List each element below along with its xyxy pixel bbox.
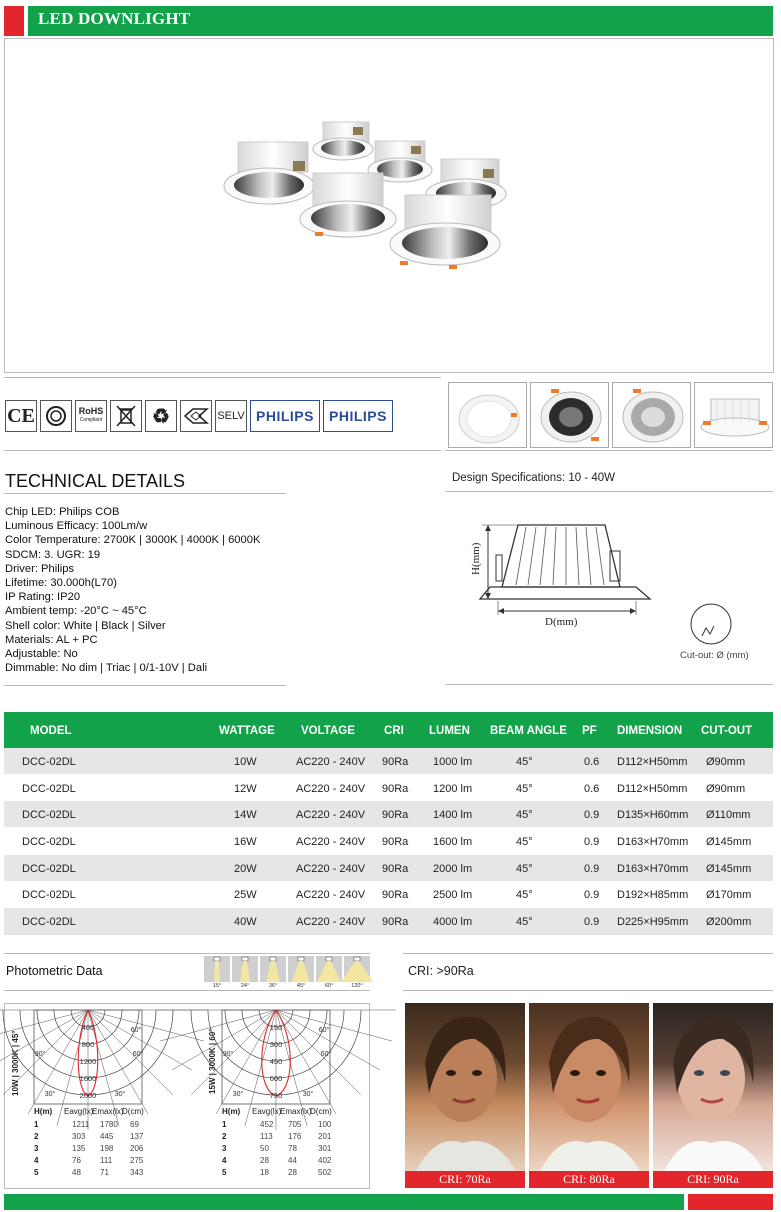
table-cell: D192×H85mm <box>617 889 689 901</box>
photometric-header: Emax(lx) <box>92 1107 124 1116</box>
photometric-cell: 76 <box>72 1156 81 1165</box>
table-cell: DCC-02DL <box>22 756 76 768</box>
col-wattage: WATTAGE <box>219 725 275 737</box>
table-cell: 0.9 <box>584 863 600 875</box>
spec-line: Dimmable: No dim | Triac | 0/1-10V | Dali <box>5 662 208 675</box>
table-cell: D135×H60mm <box>617 809 689 821</box>
spec-line: Adjustable: No <box>5 648 78 661</box>
photometric-cell: 303 <box>72 1132 86 1141</box>
polar-ring-label: 400 <box>81 1023 95 1032</box>
downlight-5 <box>300 173 396 237</box>
footer-green-bar <box>4 1194 684 1210</box>
polar-ring-label: 300 <box>269 1040 283 1049</box>
photometric-cell: 48 <box>72 1168 81 1177</box>
polar-chart-2 <box>222 1010 330 1104</box>
polar-angle-label: 30° <box>302 1091 314 1098</box>
beam-angle-icon <box>316 956 342 990</box>
divider <box>445 491 773 492</box>
table-row <box>4 748 773 774</box>
photometric-table-1 <box>34 1107 152 1185</box>
philips-logo: PHILIPS <box>323 400 393 432</box>
polar-ring-label: 150 <box>269 1023 283 1032</box>
table-cell: AC220 - 240V <box>296 916 366 928</box>
photometric-header: D(cm) <box>122 1107 144 1116</box>
hero-product-image <box>4 38 774 373</box>
photometric-cell: 4 <box>222 1156 227 1165</box>
polar-ring-label: 1600 <box>79 1074 97 1083</box>
spec-line: Luminous Efficacy: 100Lm/w <box>5 520 148 533</box>
table-cell: 1200 lm <box>433 783 473 795</box>
table-cell: 90Ra <box>382 809 409 821</box>
table-row <box>4 801 773 827</box>
photometric-header: Emax(lx) <box>280 1107 312 1116</box>
photometric-header: H(m) <box>34 1107 53 1116</box>
photometric-cell: 69 <box>130 1120 139 1129</box>
table-cell: 1400 lm <box>433 809 473 821</box>
table-cell: D163×H70mm <box>617 836 689 848</box>
divider <box>4 493 286 494</box>
beam-angle-label: 60° <box>324 983 334 989</box>
table-row <box>4 828 773 854</box>
photometric-cell: 452 <box>260 1120 274 1129</box>
col-dimension: DIMENSION <box>617 725 683 737</box>
beam-angle-label: 45° <box>296 983 306 989</box>
divider <box>403 990 773 991</box>
table-cell: 0.6 <box>584 783 600 795</box>
col-pf: PF <box>582 725 597 737</box>
photometric-cell: 44 <box>288 1156 297 1165</box>
polar-ring-label: 750 <box>269 1091 283 1100</box>
saso-mark-icon <box>180 400 212 432</box>
table-cell: Ø170mm <box>706 889 752 901</box>
cri-80-label: CRI: 80Ra <box>529 1171 649 1188</box>
table-cell: 20W <box>234 863 257 875</box>
photometric-cell: 1211 <box>72 1120 90 1129</box>
ce-mark-icon: CE <box>5 400 37 432</box>
table-cell: 45° <box>516 783 533 795</box>
photometric-cell: 3 <box>222 1144 227 1153</box>
divider <box>4 377 441 378</box>
photometric-cell: 275 <box>130 1156 144 1165</box>
photometric-cell: 5 <box>34 1168 39 1177</box>
philips-logo: PHILIPS <box>250 400 320 432</box>
table-cell: Ø200mm <box>706 916 752 928</box>
photometric-cell: 135 <box>72 1144 86 1153</box>
page-title: LED DOWNLIGHT <box>38 9 191 28</box>
photometric-header: D(cm) <box>310 1107 332 1116</box>
table-cell: Ø145mm <box>706 836 752 848</box>
table-cell: 2500 lm <box>433 889 473 901</box>
table-cell: 14W <box>234 809 257 821</box>
photometric-cell: 113 <box>260 1132 273 1141</box>
col-voltage: VOLTAGE <box>301 725 355 737</box>
photometric-cell: 71 <box>100 1168 109 1177</box>
cri-70-label: CRI: 70Ra <box>405 1171 525 1188</box>
beam-angle-label: 24° <box>240 983 250 989</box>
beam-angle-icon <box>204 956 230 990</box>
table-cell: 2000 lm <box>433 863 473 875</box>
photometric-cell: 445 <box>100 1132 114 1141</box>
photometric-cell: 502 <box>318 1168 332 1177</box>
polar-angle-label: 90° <box>34 1051 46 1058</box>
table-cell: 1000 lm <box>433 756 473 768</box>
photometric-header: Eavg(lx) <box>64 1107 94 1116</box>
spec-line: Ambient temp: -20°C ~ 45°C <box>5 605 147 618</box>
cutout-icon <box>688 602 734 646</box>
cri-70-photo <box>405 1003 525 1173</box>
polar-ring-label: 450 <box>269 1057 283 1066</box>
table-cell: 45° <box>516 756 533 768</box>
product-thumbnail-side-view <box>694 382 773 448</box>
photometric-header: H(m) <box>222 1107 241 1116</box>
spec-line: Driver: Philips <box>5 562 75 575</box>
product-thumbnail-silver-reflector <box>612 382 691 448</box>
table-cell: 0.9 <box>584 836 600 848</box>
table-cell: 0.9 <box>584 809 600 821</box>
design-spec-title: Design Specifications: 10 - 40W <box>452 472 615 484</box>
col-beam-angle: BEAM ANGLE <box>490 725 567 737</box>
photometric-cell: 402 <box>318 1156 332 1165</box>
weee-bin-icon <box>110 400 142 432</box>
table-cell: Ø145mm <box>706 863 752 875</box>
table-cell: 40W <box>234 916 257 928</box>
photometric-cell: 50 <box>260 1144 269 1153</box>
ccc-mark-icon <box>40 400 72 432</box>
technical-details-title: TECHNICAL DETAILS <box>5 471 186 491</box>
table-cell: 4000 lm <box>433 916 473 928</box>
photometric-cell: 301 <box>318 1144 332 1153</box>
table-row <box>4 855 773 881</box>
table-cell: DCC-02DL <box>22 863 76 875</box>
photometric-cell: 28 <box>288 1168 297 1177</box>
beam-angle-label: 15° <box>212 983 222 989</box>
col-lumen: LUMEN <box>429 725 470 737</box>
divider <box>4 953 370 954</box>
polar-angle-label: 60° <box>132 1051 144 1058</box>
polar-angle-label: 60° <box>318 1027 330 1034</box>
table-cell: 90Ra <box>382 756 409 768</box>
spec-line: Chip LED: Philips COB <box>5 506 120 518</box>
photometric-cell: 198 <box>100 1144 114 1153</box>
photometric-cell: 343 <box>130 1168 144 1177</box>
photometric-cell: 18 <box>260 1168 269 1177</box>
downlight-2 <box>313 122 373 160</box>
beam-angle-icon <box>232 956 258 990</box>
divider <box>445 450 773 451</box>
table-cell: 90Ra <box>382 889 409 901</box>
height-label: H(mm) <box>470 542 482 575</box>
table-cell: DCC-02DL <box>22 783 76 795</box>
photometric-chart-1-label: 10W | 3000K | 45° <box>11 1030 20 1096</box>
table-cell: AC220 - 240V <box>296 889 366 901</box>
table-cell: 0.9 <box>584 916 600 928</box>
diameter-label: D(mm) <box>545 616 578 628</box>
table-cell: 10W <box>234 756 257 768</box>
table-cell: Ø90mm <box>706 756 746 768</box>
photometric-cell: 137 <box>130 1132 144 1141</box>
spec-line: Color Temperature: 2700K | 3000K | 4000K | 6000K <box>5 534 261 547</box>
table-row <box>4 881 773 907</box>
table-cell: DCC-02DL <box>22 916 76 928</box>
beam-angle-label: 120° <box>351 983 363 989</box>
photometric-cell: 206 <box>130 1144 144 1153</box>
photometric-cell: 1780 <box>100 1120 118 1129</box>
divider <box>4 990 370 991</box>
cri-90-label: CRI: 90Ra <box>653 1171 773 1188</box>
polar-ring-label: 800 <box>81 1040 95 1049</box>
spec-line: Materials: AL + PC <box>5 633 98 646</box>
polar-ring-label: 1200 <box>79 1057 97 1066</box>
divider <box>4 934 773 935</box>
photometric-chart-2-label: 15W | 3000K | 60° <box>208 1028 217 1094</box>
table-cell: 12W <box>234 783 257 795</box>
table-cell: AC220 - 240V <box>296 756 366 768</box>
table-cell: D163×H70mm <box>617 863 689 875</box>
polar-angle-label: 30° <box>232 1091 244 1098</box>
table-cell: AC220 - 240V <box>296 809 366 821</box>
table-cell: 90Ra <box>382 836 409 848</box>
divider <box>4 450 441 451</box>
table-cell: 16W <box>234 836 257 848</box>
table-cell: 90Ra <box>382 916 409 928</box>
polar-angle-label: 90° <box>222 1051 234 1058</box>
downlight-group-illustration <box>5 39 773 372</box>
selv-icon: SELV <box>215 400 247 432</box>
polar-chart-1 <box>34 1010 142 1104</box>
recycle-icon: ♻ <box>145 400 177 432</box>
table-cell: 90Ra <box>382 863 409 875</box>
downlight-1 <box>224 142 314 204</box>
table-cell: DCC-02DL <box>22 809 76 821</box>
photometric-cell: 3 <box>34 1144 39 1153</box>
table-cell: 90Ra <box>382 783 409 795</box>
beam-angle-icons <box>204 956 372 990</box>
divider <box>4 685 286 686</box>
rohs-icon: RoHS Compliant <box>75 400 107 432</box>
table-cell: AC220 - 240V <box>296 836 366 848</box>
table-cell: D225×H95mm <box>617 916 689 928</box>
cri-title: CRI: >90Ra <box>408 964 474 978</box>
product-thumbnail-frosted <box>448 382 527 448</box>
divider <box>445 684 773 685</box>
polar-angle-label: 60° <box>320 1051 332 1058</box>
table-cell: 45° <box>516 889 533 901</box>
table-cell: 0.6 <box>584 756 600 768</box>
table-cell: 45° <box>516 916 533 928</box>
spec-line: Lifetime: 30.000h(L70) <box>5 577 117 590</box>
beam-angle-icon <box>288 956 314 990</box>
table-row <box>4 775 773 801</box>
technical-specs-list <box>5 505 287 675</box>
table-cell: 45° <box>516 863 533 875</box>
polar-ring-label: 600 <box>269 1074 283 1083</box>
col-cut-out: CUT-OUT <box>701 725 753 737</box>
spec-line: IP Rating: IP20 <box>5 591 81 604</box>
table-cell: 1600 lm <box>433 836 473 848</box>
photometric-cell: 2 <box>34 1132 39 1141</box>
polar-angle-label: 30° <box>114 1091 126 1098</box>
product-thumbnail-black-reflector <box>530 382 609 448</box>
photometric-cell: 100 <box>318 1120 332 1129</box>
table-cell: 0.9 <box>584 889 600 901</box>
beam-angle-label: 36° <box>268 983 278 989</box>
divider <box>403 953 773 954</box>
table-cell: 45° <box>516 836 533 848</box>
beam-angle-icon <box>260 956 286 990</box>
photometric-cell: 5 <box>222 1168 227 1177</box>
photometric-cell: 1 <box>34 1120 39 1129</box>
photometric-cell: 201 <box>318 1132 332 1141</box>
table-cell: Ø110mm <box>706 809 751 821</box>
table-cell: DCC-02DL <box>22 889 76 901</box>
table-cell: AC220 - 240V <box>296 783 366 795</box>
table-cell: D112×H50mm <box>617 756 688 768</box>
beam-angle-icon <box>344 956 370 990</box>
cri-80-photo <box>529 1003 649 1173</box>
spec-line: Shell color: White | Black | Silver <box>5 619 166 632</box>
photometric-cell: 111 <box>100 1156 113 1165</box>
col-model: MODEL <box>30 725 72 737</box>
table-cell: 25W <box>234 889 257 901</box>
spec-line: SDCM: 3. UGR: 19 <box>5 548 101 561</box>
table-cell: DCC-02DL <box>22 836 76 848</box>
photometric-cell: 1 <box>222 1120 227 1129</box>
table-cell: 45° <box>516 809 533 821</box>
table-cell: Ø90mm <box>706 783 746 795</box>
table-row <box>4 908 773 934</box>
photometric-cell: 176 <box>288 1132 302 1141</box>
table-cell: D112×H50mm <box>617 783 688 795</box>
cutout-label: Cut-out: Ø (mm) <box>680 650 749 661</box>
photometric-cell: 78 <box>288 1144 297 1153</box>
col-cri: CRI <box>384 725 404 737</box>
photometric-table-2 <box>222 1107 340 1185</box>
polar-angle-label: 30° <box>44 1091 56 1098</box>
photometric-cell: 28 <box>260 1156 269 1165</box>
polar-angle-label: 60° <box>130 1027 142 1034</box>
photometric-header: Eavg(lx) <box>252 1107 282 1116</box>
photometric-title: Photometric Data <box>6 964 103 978</box>
table-cell: AC220 - 240V <box>296 863 366 875</box>
footer-red-block <box>688 1194 773 1210</box>
downlight-6 <box>390 195 500 269</box>
photometric-cell: 2 <box>222 1132 227 1141</box>
header-red-block <box>4 6 24 36</box>
photometric-cell: 4 <box>34 1156 39 1165</box>
cri-90-photo <box>653 1003 773 1173</box>
polar-ring-label: 2000 <box>79 1091 97 1100</box>
photometric-cell: 705 <box>288 1120 302 1129</box>
